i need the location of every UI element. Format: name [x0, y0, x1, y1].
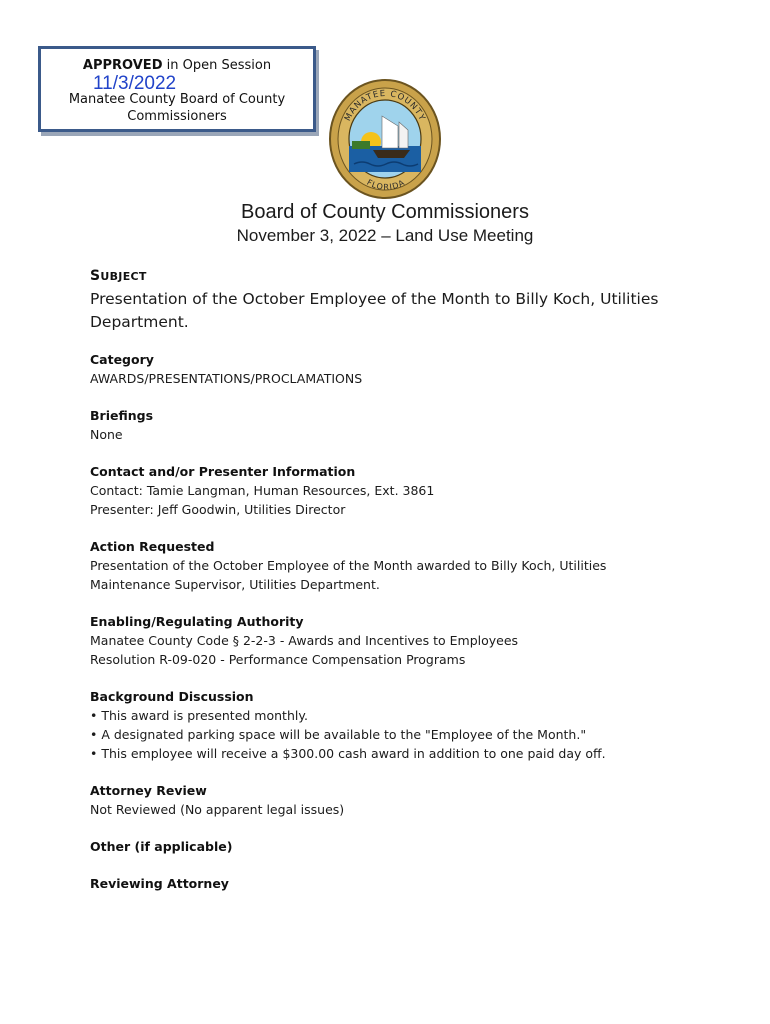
bullet-item: • This award is presented monthly. [90, 708, 308, 723]
section-briefings [90, 406, 730, 444]
section-category [90, 350, 730, 388]
seal-bottom-text: FLORIDA [365, 177, 407, 192]
section-heading: Reviewing Attorney [90, 876, 229, 891]
section-other [90, 837, 730, 856]
section-heading: Enabling/Regulating Authority [90, 614, 304, 629]
bullet-item: • This employee will receive a $300.00 cash award in addition to one paid day off. [90, 746, 606, 761]
section-contact [90, 462, 730, 519]
section-authority [90, 612, 730, 669]
section-heading: Other (if applicable) [90, 839, 233, 854]
bullet-item: • A designated parking space will be available to the "Employee of the Month." [90, 727, 587, 742]
section-heading: Attorney Review [90, 783, 207, 798]
section-line: Manatee County Code § 2-2-3 - Awards and Incentives to Employees [90, 633, 519, 648]
section-reviewing-attorney [90, 874, 730, 893]
subject-text: Presentation of the October Employee of the Month to Billy Koch, Utilities Department. [90, 290, 659, 331]
stamp-date: 11/3/2022 [93, 73, 177, 94]
section-line: Presentation of the October Employee of the Month awarded to Billy Koch, Utilities [90, 558, 607, 573]
section-heading: Briefings [90, 408, 154, 423]
section-heading: Category [90, 352, 154, 367]
section-line: Maintenance Supervisor, Utilities Department. [90, 577, 380, 592]
page-title: Board of County Commissioners [241, 201, 529, 223]
agenda-item-body [90, 268, 730, 893]
section-heading: Contact and/or Presenter Information [90, 464, 356, 479]
section-background [90, 687, 730, 763]
meeting-subtitle: November 3, 2022 – Land Use Meeting [236, 226, 534, 245]
seal-top-text: MANATEE COUNTY [342, 88, 428, 123]
stamp-body: Manatee County Board of County Commissioners [68, 92, 286, 124]
section-action-requested [90, 537, 730, 594]
stamp-status: APPROVED in Open Session [82, 58, 272, 73]
section-line: Contact: Tamie Langman, Human Resources, Ext. 3861 [90, 483, 435, 498]
section-attorney-review [90, 781, 730, 819]
section-heading: Action Requested [90, 539, 215, 554]
section-line: AWARDS/PRESENTATIONS/PROCLAMATIONS [90, 371, 363, 386]
approval-stamp [38, 46, 316, 132]
section-line: None [90, 427, 123, 442]
subject-heading: SUBJECT [90, 268, 147, 284]
section-line: Resolution R-09-020 - Performance Compensation Programs [90, 652, 466, 667]
section-line: Presenter: Jeff Goodwin, Utilities Director [90, 502, 346, 517]
county-seal-logo [328, 78, 442, 200]
section-heading: Background Discussion [90, 689, 254, 704]
section-line: Not Reviewed (No apparent legal issues) [90, 802, 345, 817]
